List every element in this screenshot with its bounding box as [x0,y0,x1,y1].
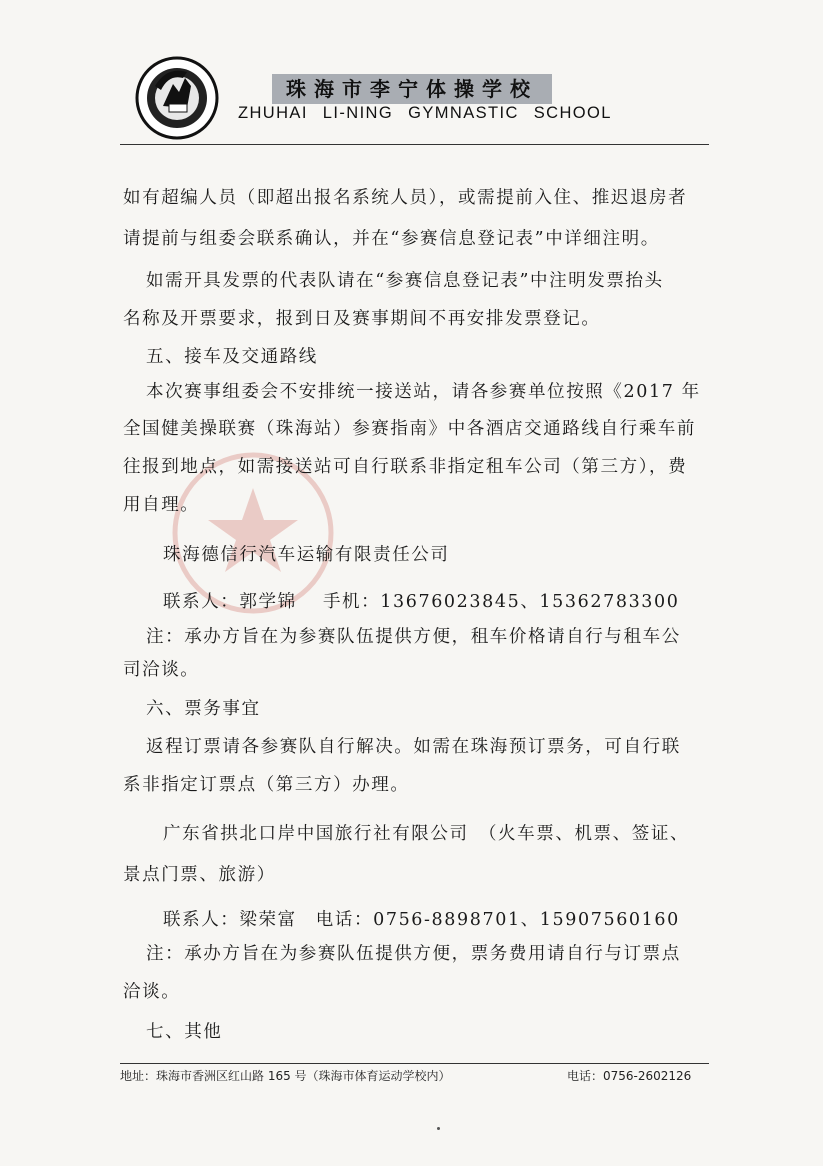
travel-agency-line-2: 景点门票、旅游） [123,865,276,885]
section-7-heading: 七、其他 [146,1022,223,1042]
footer-phone: 电话：0756-2602126 [567,1069,692,1083]
paragraph-2-line-2: 名称及开票要求，报到日及赛事期间不再安排发票登记。 [123,309,601,329]
travel-agency-line-1: 广东省拱北口岸中国旅行社有限公司 （火车票、机票、签证、 [163,824,690,844]
paragraph-3-line-3: 往报到地点，如需接送站可自行联系非指定租车公司（第三方），费 [123,457,688,477]
paragraph-3-line-4: 用自理。 [123,495,200,515]
car-contact-line: 联系人：郭学锦 手机：13676023845、15362783300 [163,592,680,612]
school-logo [135,56,219,140]
paragraph-1-line-2: 请提前与组委会联系确认，并在“参赛信息登记表”中详细注明。 [123,229,660,249]
car-company-name: 珠海德信行汽车运输有限责任公司 [163,545,450,565]
ticket-note-line-2: 洽谈。 [123,982,181,1002]
paragraph-3-line-1: 本次赛事组委会不安排统一接送站，请各参赛单位按照《2017 年 [146,382,701,402]
header-divider [120,144,709,145]
section-5-heading: 五、接车及交通路线 [146,347,318,367]
paragraph-2-line-1: 如需开具发票的代表队请在“参赛信息登记表”中注明发票抬头 [146,271,664,291]
section-6-heading: 六、票务事宜 [146,699,261,719]
ticket-contact-line: 联系人：梁荣富 电话：0756-8898701、15907560160 [163,910,680,930]
paragraph-3-line-2: 全国健美操联赛（珠海站）参赛指南》中各酒店交通路线自行乘车前 [123,419,696,439]
car-note-line-1: 注：承办方旨在为参赛队伍提供方便，租车价格请自行与租车公 [146,627,681,647]
paragraph-4-line-2: 系非指定订票点（第三方）办理。 [123,775,410,795]
paragraph-1-line-1: 如有超编人员（即超出报名系统人员），或需提前入住、推迟退房者 [123,188,688,208]
scan-speck [437,1127,440,1130]
footer-address: 地址：珠海市香洲区红山路 165 号（珠海市体育运动学校内） [120,1069,451,1083]
ticket-note-line-1: 注：承办方旨在为参赛队伍提供方便，票务费用请自行与订票点 [146,944,681,964]
school-name-english: ZHUHAI LI-NING GYMNASTIC SCHOOL [238,104,612,122]
paragraph-4-line-1: 返程订票请各参赛队自行解决。如需在珠海预订票务，可自行联 [146,737,681,757]
car-note-line-2: 司洽谈。 [123,660,200,680]
footer-divider [120,1063,709,1064]
school-name-chinese: 珠海市李宁体操学校 [272,74,552,104]
